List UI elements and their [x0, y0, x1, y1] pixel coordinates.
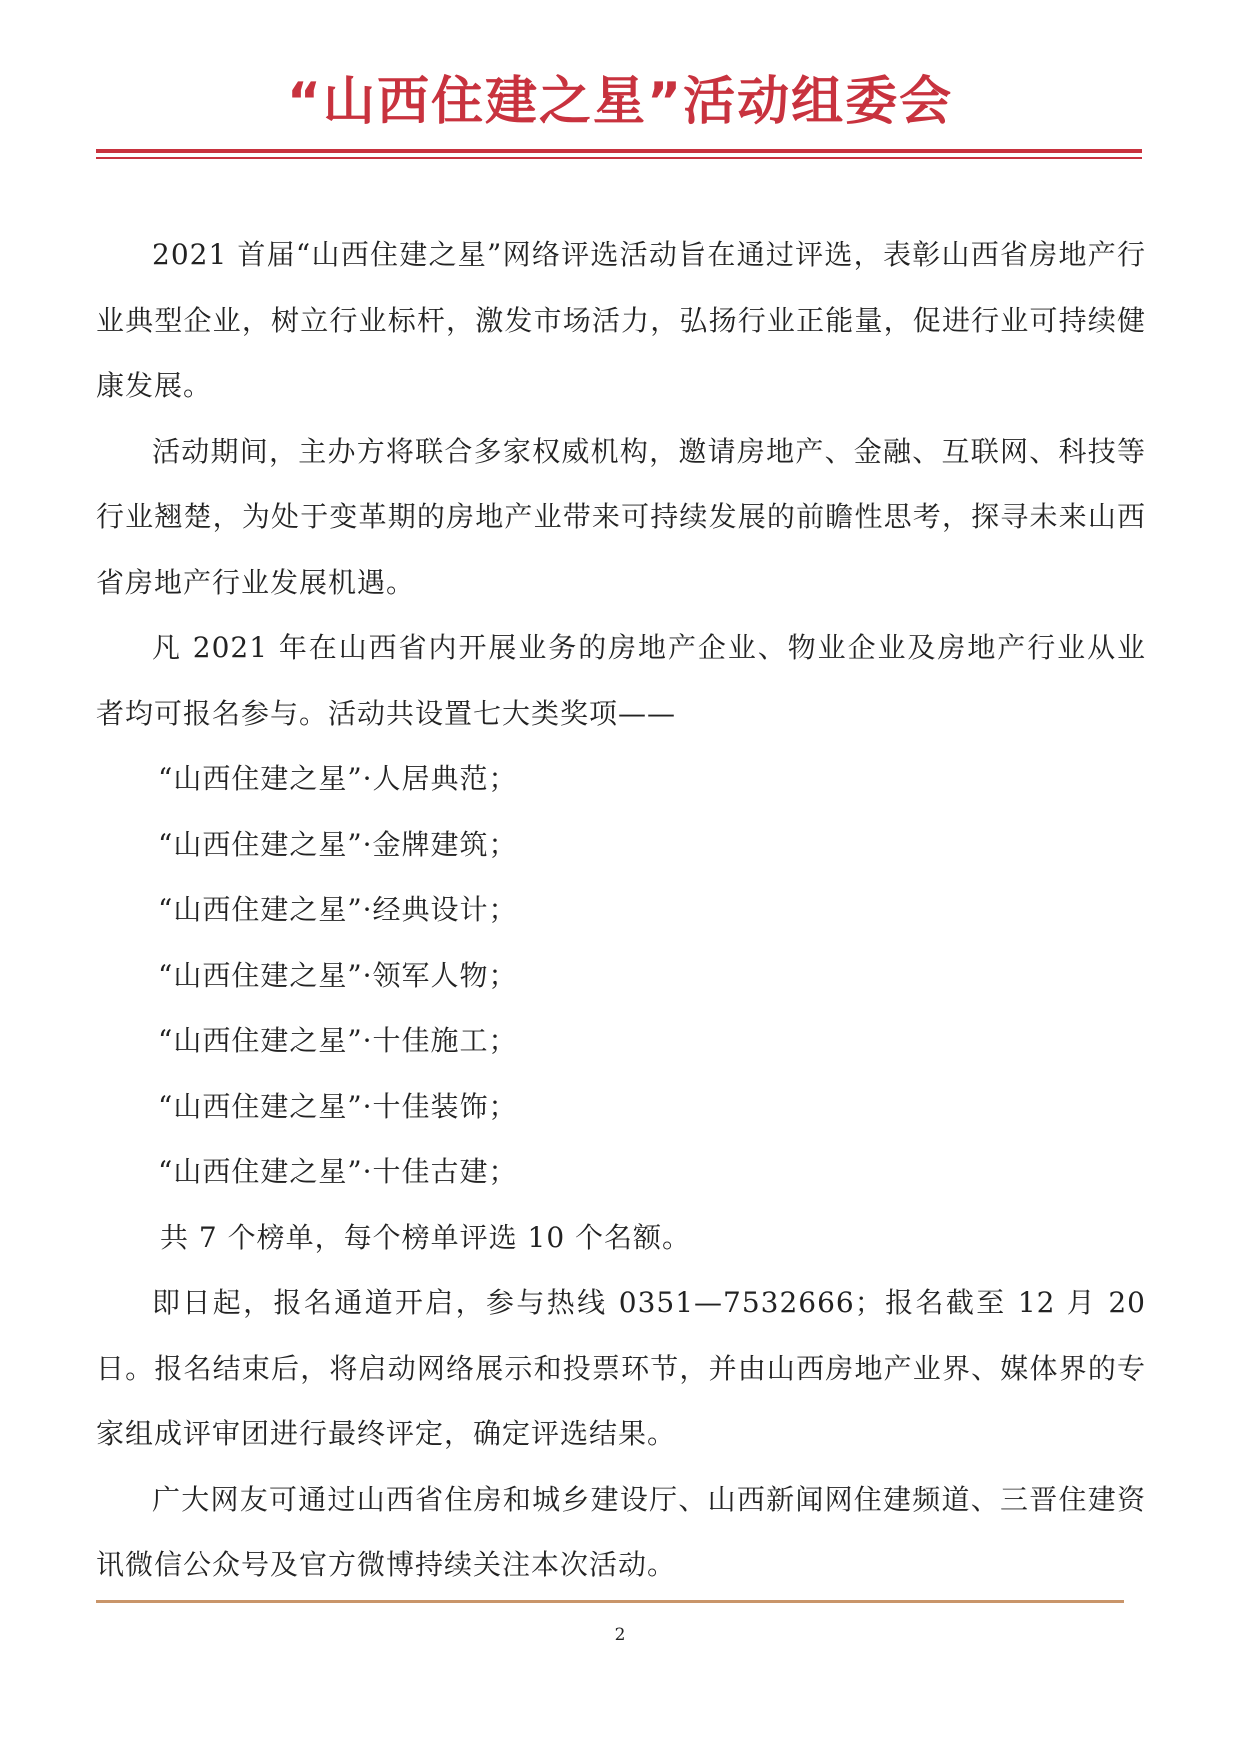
document-body [96, 222, 1146, 1598]
header-title: “山西住建之星”活动组委会 [286, 72, 954, 132]
award-item: “山西住建之星”·金牌建筑； [158, 827, 518, 861]
summary-line: 共 7 个榜单，每个榜单评选 10 个名额。 [160, 1220, 692, 1254]
award-item: “山西住建之星”·人居典范； [158, 762, 518, 795]
award-item: “山西住建之星”·领军人物； [158, 958, 518, 992]
paragraph-intro-2: 活动期间，主办方将联合多家权威机构，邀请房地产、金融、互联网、科技等行业翘楚，为处于变革期的房地产业带来可持续发展的前瞻性思考，探寻未来山西省房地产行业发展机遇。 [96, 434, 1146, 599]
paragraph-outro-2: 广大网友可通过山西省住房和城乡建设厅、山西新闻网住建频道、三晋住建资讯微信公众号及官方微博持续关注本次活动。 [96, 1482, 1146, 1581]
award-item: “山西住建之星”·十佳施工； [158, 1024, 518, 1057]
award-item: “山西住建之星”·十佳装饰； [158, 1089, 518, 1123]
header-rule-thin [96, 157, 1142, 159]
footer-rule [96, 1600, 1124, 1603]
page-number: 2 [614, 1625, 626, 1645]
header-rule-thick [96, 149, 1142, 153]
paragraph-outro-1: 即日起，报名通道开启，参与热线 0351—7532666；报名截至 12 月 20 日。报名结束后，将启动网络展示和投票环节，并由山西房地产业界、媒体界的专家组成评审团进行最终评定，确定评选结果。 [96, 1286, 1146, 1450]
award-item: “山西住建之星”·经典设计； [158, 893, 518, 926]
award-list [96, 746, 1146, 1205]
award-item: “山西住建之星”·十佳古建； [158, 1155, 518, 1188]
paragraph-intro-1: 2021 首届“山西住建之星”网络评选活动旨在通过评选，表彰山西省房地产行业典型企业，树立行业标杆，激发市场活力，弘扬行业正能量，促进行业可持续健康发展。 [96, 238, 1146, 402]
paragraph-intro-3: 凡 2021 年在山西省内开展业务的房地产企业、物业企业及房地产行业从业者均可报名参与。活动共设置七大类奖项—— [96, 631, 1146, 730]
